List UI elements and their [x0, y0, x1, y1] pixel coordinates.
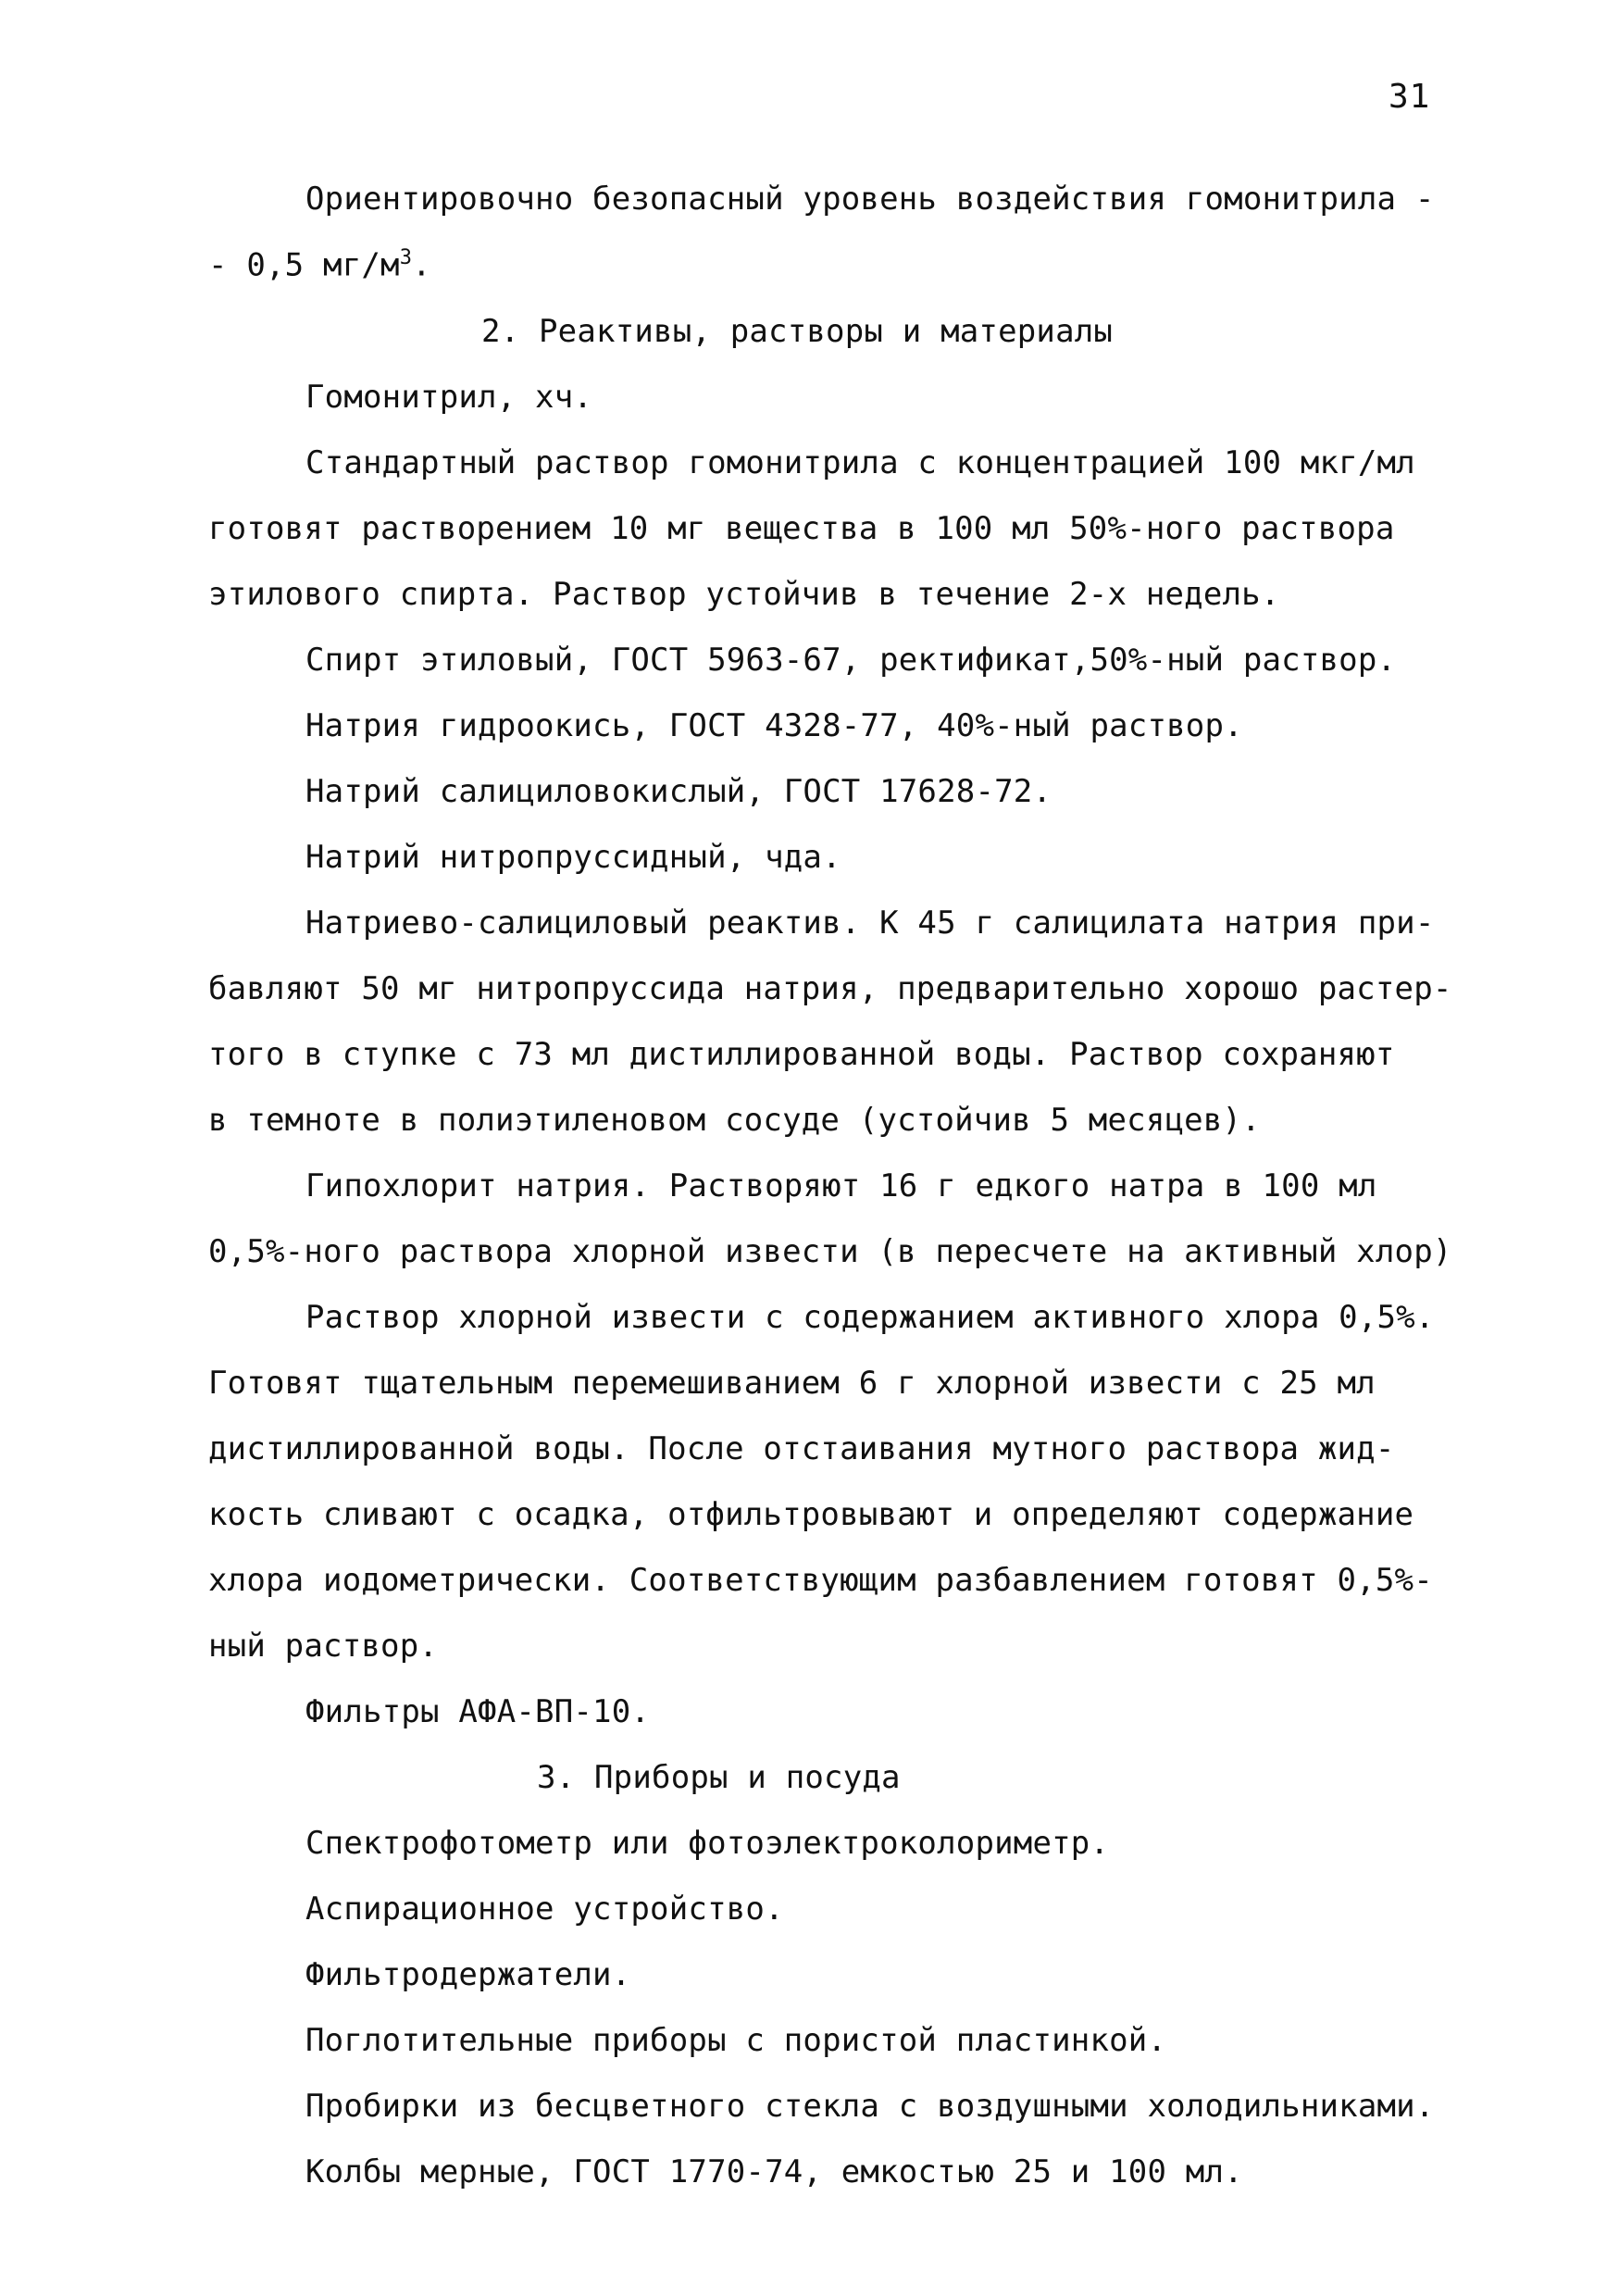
text-line: Аспирационное устройство.	[305, 1890, 784, 1928]
text-line: Ориентировочно безопасный уровень воздействия гомонитрила -	[305, 181, 1435, 218]
text-line: Спектрофотометр или фотоэлектроколориметр.	[305, 1825, 1110, 1862]
text-line: Стандартный раствор гомонитрила с концентрацией 100 мкг/мл	[305, 444, 1415, 481]
text-line: хлора иодометрически. Соответствующим разбавлением готовят 0,5%-	[208, 1562, 1433, 1599]
page-number: 31	[1389, 78, 1431, 116]
text-line: Натриево-салициловый реактив. К 45 г салицилата натрия при-	[305, 905, 1435, 942]
text-line: - 0,5 $мг/м^3$.	[208, 246, 431, 284]
text-line: Гомонитрил, хч.	[305, 379, 593, 416]
text-line: Фильтры АФА-ВП-10.	[305, 1693, 651, 1730]
text-line: этилового спирта. Раствор устойчив в течение 2-х недель.	[208, 576, 1280, 613]
text-line: того в ступке с 73 мл дистиллированной воды. Раствор сохраняют	[208, 1036, 1395, 1073]
section-heading: 3. Приборы и посуда	[537, 1759, 901, 1796]
text-line: Натрий нитропруссидный, чда.	[305, 839, 841, 876]
text-line: Раствор хлорной извести с содержанием активного хлора 0,5%.	[305, 1299, 1435, 1336]
text-line: Фильтродержатели.	[305, 1956, 631, 1993]
section-heading: 2. Реактивы, растворы и материалы	[481, 313, 1114, 350]
text-line: Гипохлорит натрия. Растворяют 16 г едкого натра в 100 мл	[305, 1167, 1377, 1204]
text-line: готовят растворением 10 мг вещества в 100 мл 50%-ного раствора	[208, 510, 1395, 547]
text-line: 0,5%-ного раствора хлорной извести (в пересчете на активный хлор)	[208, 1233, 1452, 1270]
superscript: 3	[399, 246, 413, 269]
text-line: Спирт этиловый, ГОСТ 5963-67, ректификат,50%-ный раствор.	[305, 642, 1397, 679]
text-line: Пробирки из бесцветного стекла с воздушными холодильниками.	[305, 2088, 1435, 2125]
text-line: дистиллированной воды. После отстаивания мутного раствора жид-	[208, 1430, 1395, 1467]
text-line: в темноте в полиэтиленовом сосуде (устойчив 5 месяцев).	[208, 1102, 1261, 1139]
text-line: Натрий салициловокислый, ГОСТ 17628-72.	[305, 773, 1052, 810]
text-line: ный раствор.	[208, 1628, 439, 1665]
text-line: Колбы мерные, ГОСТ 1770-74, емкостью 25 и 100 мл.	[305, 2153, 1243, 2190]
text-line: бавляют 50 мг нитропруссида натрия, предварительно хорошо растер-	[208, 970, 1452, 1007]
text-line: Натрия гидроокись, ГОСТ 4328-77, 40%-ный раствор.	[305, 707, 1243, 744]
text-line: Готовят тщательным перемешиванием 6 г хлорной извести с 25 мл	[208, 1365, 1376, 1402]
text-line: Поглотительные приборы с пористой пластинкой.	[305, 2022, 1167, 2059]
text-line: кость сливают с осадка, отфильтровывают и определяют содержание	[208, 1496, 1414, 1533]
